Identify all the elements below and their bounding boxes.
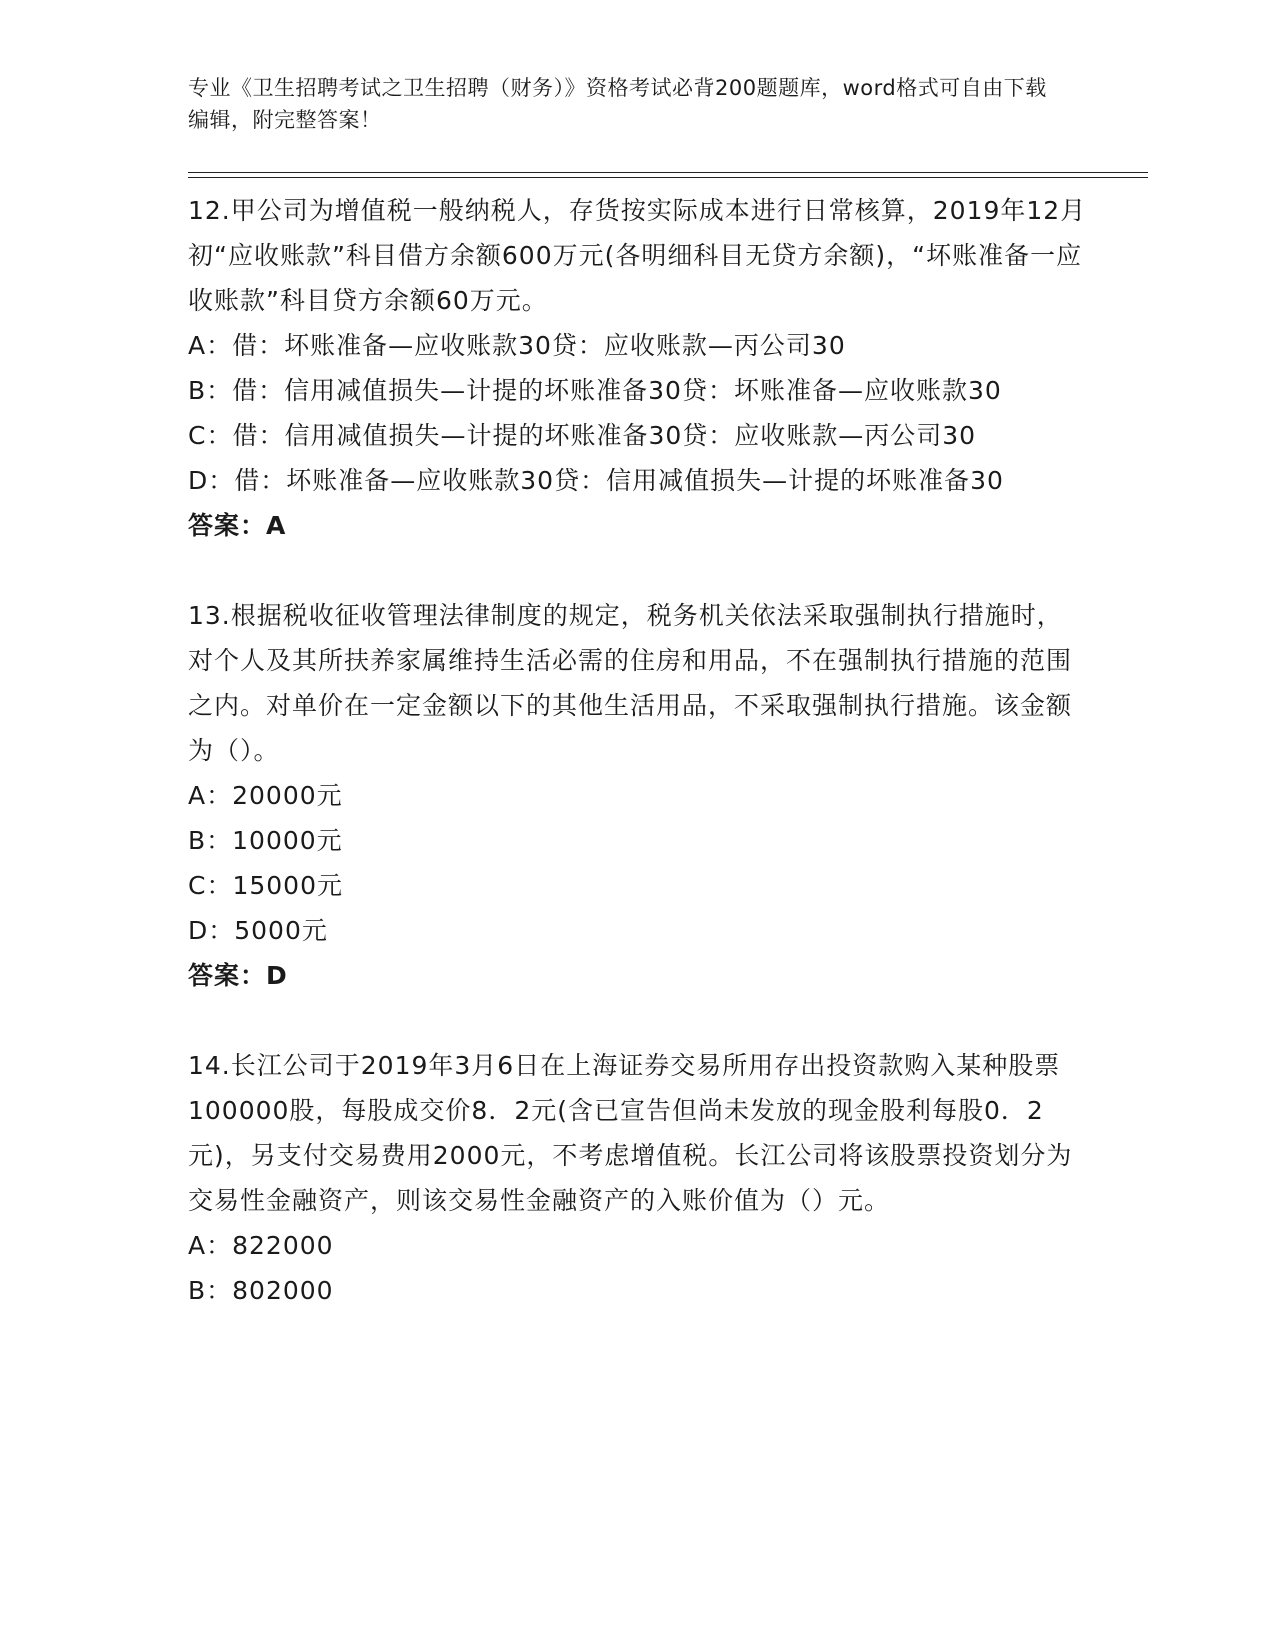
header-title: 专业《卫生招聘考试之卫生招聘（财务）》资格考试必背200题题库，word格式可自由下载编辑，附完整答案！ <box>188 76 1047 132</box>
option-a: A：20000元 <box>188 781 343 810</box>
option-a: A：借：坏账准备—应收账款30贷：应收账款—丙公司30 <box>188 331 846 360</box>
question-stem: 13.根据税收征收管理法律制度的规定，税务机关依法采取强制执行措施时，对个人及其所扶养家属维持生活必需的住房和用品，不在强制执行措施的范围之内。对单价在一定金额以下的其他生活用品，不采取强制执行措施。该金额为（）。 <box>188 601 1073 765</box>
option-b: B：10000元 <box>188 826 343 855</box>
option-d: D：5000元 <box>188 916 328 945</box>
question-13 <box>188 593 1088 998</box>
option-c: C：15000元 <box>188 871 343 900</box>
answer: 答案：D <box>188 961 288 990</box>
header-rule-top <box>188 172 1148 173</box>
question-12 <box>188 188 1088 548</box>
header-rule-bottom <box>188 177 1148 178</box>
option-a: A：822000 <box>188 1231 334 1260</box>
option-b: B：802000 <box>188 1276 334 1305</box>
answer: 答案：A <box>188 511 287 540</box>
option-c: C：借：信用减值损失—计提的坏账准备30贷：应收账款—丙公司30 <box>188 421 977 450</box>
option-b: B：借：信用减值损失—计提的坏账准备30贷：坏账准备—应收账款30 <box>188 376 1002 405</box>
question-list <box>188 188 1088 1358</box>
option-d: D：借：坏账准备—应收账款30贷：信用减值损失—计提的坏账准备30 <box>188 466 1004 495</box>
question-stem: 14.长江公司于2019年3月6日在上海证券交易所用存出投资款购入某种股票100000股，每股成交价8．2元(含已宣告但尚未发放的现金股利每股0．2元)，另支付交易费用2000元，不考虑增值税。长江公司将该股票投资划分为交易性金融资产，则该交易性金融资产的入账价值为（）元。 <box>188 1051 1073 1215</box>
question-stem: 12.甲公司为增值税一般纳税人，存货按实际成本进行日常核算，2019年12月初“应收账款”科目借方余额600万元(各明细科目无贷方余额)，“坏账准备一应收账款”科目贷方余额60万元。 <box>188 196 1087 315</box>
document-header <box>188 72 1068 136</box>
question-14 <box>188 1043 1088 1313</box>
